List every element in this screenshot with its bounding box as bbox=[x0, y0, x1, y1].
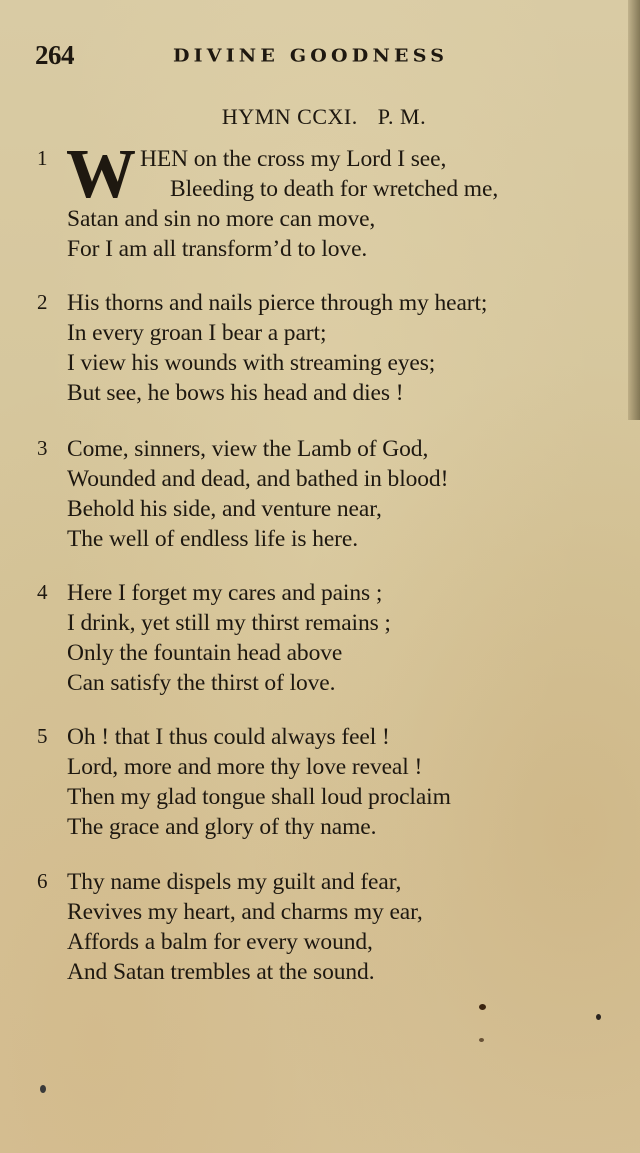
stanza-line: His thorns and nails pierce through my heart; bbox=[67, 290, 488, 316]
stanza-number: 1 bbox=[37, 146, 48, 170]
stanza-line: Lord, more and more thy love reveal ! bbox=[67, 754, 423, 780]
foxing-spot bbox=[40, 1085, 46, 1093]
hymn-title bbox=[0, 104, 640, 130]
stanza-line: HEN on the cross my Lord I see, bbox=[140, 146, 447, 172]
running-head bbox=[35, 40, 600, 70]
page-edge-shadow bbox=[628, 0, 640, 420]
stanza-line: I drink, yet still my thirst remains ; bbox=[67, 610, 391, 636]
stanza-line: Then my glad tongue shall loud proclaim bbox=[67, 784, 451, 810]
foxing-spot bbox=[479, 1004, 486, 1010]
stanza-number: 2 bbox=[37, 290, 48, 314]
stanza-number: 5 bbox=[37, 724, 48, 748]
foxing-spot bbox=[479, 1038, 484, 1042]
stanza-line: Affords a balm for every wound, bbox=[67, 929, 373, 955]
stanza-number: 4 bbox=[37, 580, 48, 604]
stanza-line: Wounded and dead, and bathed in blood! bbox=[67, 466, 449, 492]
stanza-line: Bleeding to death for wretched me, bbox=[170, 176, 499, 202]
foxing-spot bbox=[596, 1014, 601, 1020]
stanza-line: In every groan I bear a part; bbox=[67, 320, 327, 346]
page-number: 264 bbox=[35, 40, 74, 70]
stanza-line: Behold his side, and venture near, bbox=[67, 496, 382, 522]
section-title: DIVINE GOODNESS bbox=[173, 45, 449, 67]
stanza-line: For I am all transform’d to love. bbox=[67, 236, 368, 262]
drop-cap: W bbox=[66, 136, 136, 213]
stanza-line: Revives my heart, and charms my ear, bbox=[67, 899, 423, 925]
stanza-line: Thy name dispels my guilt and fear, bbox=[67, 869, 402, 895]
stanza-line: Come, sinners, view the Lamb of God, bbox=[67, 436, 429, 462]
stanza-line: Oh ! that I thus could always feel ! bbox=[67, 724, 390, 750]
hymn-meter: P. M. bbox=[377, 104, 427, 129]
stanza-line: Satan and sin no more can move, bbox=[67, 206, 376, 232]
stanza-line: Only the fountain head above bbox=[67, 640, 343, 666]
stanza-line: Can satisfy the thirst of love. bbox=[67, 670, 336, 696]
stanza-line: And Satan trembles at the sound. bbox=[67, 959, 375, 985]
stanza-number: 3 bbox=[37, 436, 48, 460]
stanza-line: I view his wounds with streaming eyes; bbox=[67, 350, 436, 376]
stanza-line: But see, he bows his head and dies ! bbox=[67, 380, 404, 406]
hymn-number: HYMN CCXI. bbox=[221, 104, 358, 129]
stanza-number: 6 bbox=[37, 869, 48, 893]
stanza-line: Here I forget my cares and pains ; bbox=[67, 580, 383, 606]
stanza-line: The well of endless life is here. bbox=[67, 526, 359, 552]
stanza-line: The grace and glory of thy name. bbox=[67, 814, 377, 840]
